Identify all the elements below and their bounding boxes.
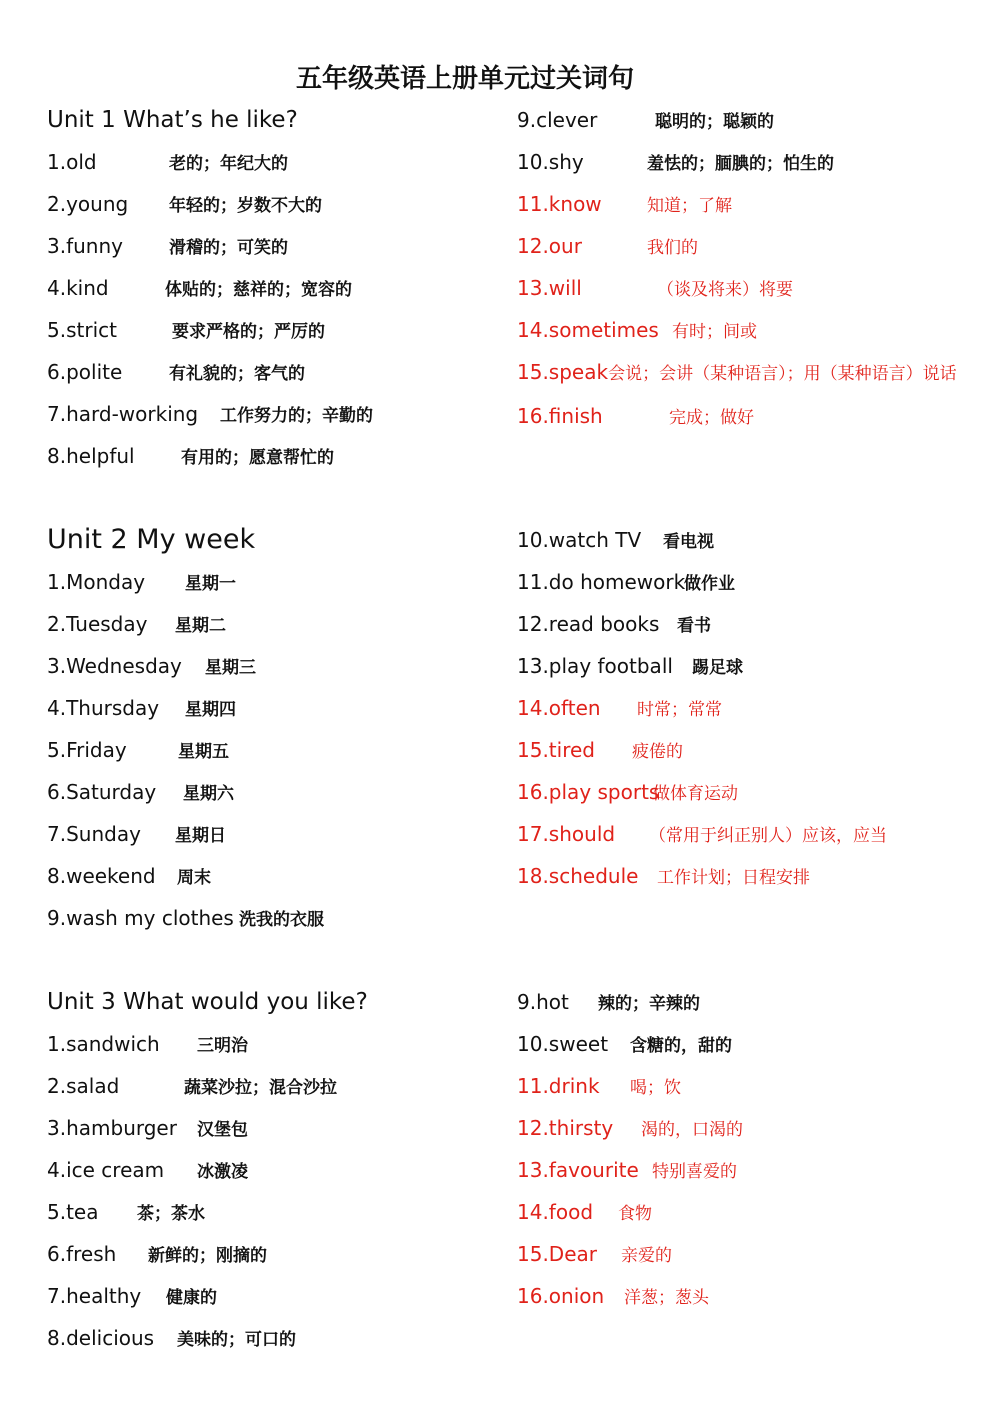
vocab-word: 13.will — [517, 276, 582, 300]
vocab-item — [517, 771, 977, 813]
vocab-meaning: 星期日 — [175, 826, 226, 846]
vocab-item — [47, 1317, 492, 1359]
vocab-word: 6.Saturday — [47, 780, 157, 804]
vocab-word: 8.helpful — [47, 444, 135, 468]
vocab-word: 10.shy — [517, 150, 584, 174]
vocab-meaning: 完成；做好 — [669, 408, 754, 428]
vocab-item — [517, 267, 977, 309]
vocab-meaning: 茶；茶水 — [137, 1204, 205, 1224]
vocab-word: 11.do homework — [517, 570, 686, 594]
vocab-word: 7.Sunday — [47, 822, 141, 846]
vocab-item — [47, 267, 492, 309]
vocab-word: 15.speak — [517, 360, 609, 384]
vocab-word: 16.onion — [517, 1284, 605, 1308]
vocab-item — [517, 981, 977, 1023]
vocab-item — [517, 395, 977, 437]
vocab-item — [517, 687, 977, 729]
vocab-word: 18.schedule — [517, 864, 639, 888]
vocab-item — [517, 561, 977, 603]
vocab-meaning: 我们的 — [647, 238, 698, 258]
vocab-word: 11.drink — [517, 1074, 600, 1098]
vocab-word: 14.food — [517, 1200, 594, 1224]
unit-1-title: Unit 1 What’s he like? — [47, 107, 298, 133]
vocab-item — [47, 1191, 492, 1233]
unit-3-left-column — [47, 981, 492, 1359]
vocab-word: 12.thirsty — [517, 1116, 614, 1140]
vocab-item — [517, 225, 977, 267]
unit-1-right-column — [517, 99, 977, 437]
vocab-item — [517, 183, 977, 225]
vocab-word: 13.favourite — [517, 1158, 639, 1182]
vocab-meaning: 星期一 — [185, 574, 236, 594]
vocab-word: 16.play sports — [517, 780, 660, 804]
vocab-item — [517, 1023, 977, 1065]
vocab-word: 2.young — [47, 192, 129, 216]
vocab-meaning: 年轻的；岁数不大的 — [169, 196, 322, 216]
vocab-word: 4.kind — [47, 276, 109, 300]
vocab-meaning: 滑稽的；可笑的 — [169, 238, 288, 258]
vocab-meaning: 要求严格的；严厉的 — [172, 322, 325, 342]
vocab-word: 6.fresh — [47, 1242, 117, 1266]
vocab-meaning: 汉堡包 — [197, 1120, 248, 1140]
vocab-word: 12.read books — [517, 612, 660, 636]
vocab-meaning: 有礼貌的；客气的 — [169, 364, 305, 384]
vocab-meaning: 辣的；辛辣的 — [598, 994, 700, 1014]
vocab-word: 10.sweet — [517, 1032, 609, 1056]
vocab-meaning: 工作计划；日程安排 — [657, 868, 810, 888]
vocab-word: 1.sandwich — [47, 1032, 160, 1056]
vocab-word: 12.our — [517, 234, 582, 258]
vocab-meaning: 看电视 — [663, 532, 714, 552]
vocab-word: 9.hot — [517, 990, 569, 1014]
vocab-word: 5.tea — [47, 1200, 99, 1224]
vocab-meaning: 亲爱的 — [621, 1246, 672, 1266]
vocab-meaning: 新鲜的；刚摘的 — [148, 1246, 267, 1266]
vocab-item — [517, 1191, 977, 1233]
vocab-item — [517, 1149, 977, 1191]
vocab-word: 4.ice cream — [47, 1158, 165, 1182]
vocab-meaning: 冰激凌 — [197, 1162, 248, 1182]
vocab-item — [47, 729, 492, 771]
vocab-meaning: 知道；了解 — [647, 196, 732, 216]
vocab-word: 9.clever — [517, 108, 598, 132]
unit-3-title: Unit 3 What would you like? — [47, 989, 368, 1015]
vocab-meaning: 洗我的衣服 — [239, 910, 324, 930]
vocab-item — [47, 351, 492, 393]
vocab-word: 15.tired — [517, 738, 595, 762]
vocab-item — [47, 1275, 492, 1317]
vocab-item — [47, 1233, 492, 1275]
vocab-meaning: 星期五 — [178, 742, 229, 762]
vocab-word: 7.healthy — [47, 1284, 142, 1308]
vocab-item — [47, 1065, 492, 1107]
vocab-word: 13.play football — [517, 654, 673, 678]
vocab-meaning: 聪明的；聪颖的 — [655, 112, 774, 132]
page-title: 五年级英语上册单元过关词句 — [295, 64, 634, 94]
vocab-word: 14.often — [517, 696, 601, 720]
vocab-meaning: 时常；常常 — [637, 700, 722, 720]
vocab-word: 1.Monday — [47, 570, 146, 594]
vocab-item — [47, 309, 492, 351]
vocab-item — [47, 1023, 492, 1065]
vocab-meaning: 美味的；可口的 — [177, 1330, 296, 1350]
vocab-item — [47, 771, 492, 813]
vocab-item — [517, 1233, 977, 1275]
vocab-meaning: 含糖的，甜的 — [630, 1036, 732, 1056]
vocab-item — [47, 141, 492, 183]
vocab-meaning: 看书 — [677, 616, 711, 636]
vocab-word: 5.Friday — [47, 738, 127, 762]
vocab-word: 11.know — [517, 192, 602, 216]
vocab-meaning: （常用于纠正别人）应该，应当 — [649, 826, 887, 846]
vocab-word: 6.polite — [47, 360, 123, 384]
vocab-meaning: 老的；年纪大的 — [169, 154, 288, 174]
vocab-word: 7.hard-working — [47, 402, 199, 426]
vocab-meaning: 星期三 — [205, 658, 256, 678]
vocab-word: 17.should — [517, 822, 616, 846]
vocab-item — [47, 225, 492, 267]
vocab-meaning: 会说；会讲（某种语言）；用（某种语言）说话 — [608, 364, 957, 384]
vocab-item — [47, 1149, 492, 1191]
unit-2-left-column — [47, 519, 492, 939]
vocab-meaning: 三明治 — [197, 1036, 248, 1056]
vocab-word: 5.strict — [47, 318, 117, 342]
vocab-item — [47, 561, 492, 603]
vocab-item — [47, 183, 492, 225]
vocab-item — [517, 141, 977, 183]
vocab-meaning: 健康的 — [166, 1288, 217, 1308]
vocab-item — [517, 351, 977, 395]
vocab-word: 15.Dear — [517, 1242, 597, 1266]
vocab-meaning: 渴的，口渴的 — [641, 1120, 743, 1140]
unit-2-right-column — [517, 519, 977, 897]
vocab-meaning: 踢足球 — [692, 658, 743, 678]
vocab-meaning: 洋葱；葱头 — [624, 1288, 709, 1308]
vocab-item — [517, 1065, 977, 1107]
vocab-meaning: 做作业 — [684, 574, 735, 594]
vocab-meaning: 工作努力的；辛勤的 — [220, 406, 373, 426]
vocab-item — [47, 855, 492, 897]
vocab-word: 3.Wednesday — [47, 654, 182, 678]
vocab-word: 2.Tuesday — [47, 612, 148, 636]
vocab-item — [517, 1275, 977, 1317]
vocab-meaning: 羞怯的；腼腆的；怕生的 — [647, 154, 834, 174]
vocab-word: 3.hamburger — [47, 1116, 177, 1140]
vocab-meaning: 蔬菜沙拉；混合沙拉 — [184, 1078, 337, 1098]
vocab-meaning: 有用的；愿意帮忙的 — [181, 448, 334, 468]
vocab-word: 1.old — [47, 150, 97, 174]
vocab-meaning: 星期四 — [185, 700, 236, 720]
unit-3-right-column — [517, 981, 977, 1317]
vocab-item — [517, 813, 977, 855]
vocab-word: 8.weekend — [47, 864, 156, 888]
vocab-meaning: 星期六 — [183, 784, 234, 804]
vocab-word: 2.salad — [47, 1074, 120, 1098]
vocab-item — [517, 1107, 977, 1149]
vocab-item — [47, 687, 492, 729]
vocab-word: 14.sometimes — [517, 318, 659, 342]
vocab-item — [47, 393, 492, 435]
vocab-meaning: 做体育运动 — [653, 784, 738, 804]
vocab-word: 3.funny — [47, 234, 123, 258]
vocab-word: 10.watch TV — [517, 528, 642, 552]
vocab-item — [517, 519, 977, 561]
vocab-item — [47, 435, 492, 477]
vocab-meaning: 疲倦的 — [632, 742, 683, 762]
vocab-meaning: 周末 — [177, 868, 211, 888]
vocab-word: 16.finish — [517, 404, 603, 428]
unit-1-left-column — [47, 99, 492, 477]
vocab-meaning: 星期二 — [175, 616, 226, 636]
vocab-meaning: 喝；饮 — [630, 1078, 681, 1098]
vocab-item — [517, 645, 977, 687]
vocab-item — [517, 603, 977, 645]
vocab-word: 8.delicious — [47, 1326, 155, 1350]
vocab-meaning: （谈及将来）将要 — [657, 280, 793, 300]
vocab-item — [517, 855, 977, 897]
unit-2-title: Unit 2 My week — [47, 524, 256, 555]
vocab-item — [47, 1107, 492, 1149]
vocab-item — [47, 645, 492, 687]
vocab-item — [47, 897, 492, 939]
vocab-item — [47, 603, 492, 645]
vocab-meaning: 有时；间或 — [672, 322, 757, 342]
vocab-meaning: 食物 — [618, 1204, 652, 1224]
vocab-meaning: 特别喜爱的 — [652, 1162, 737, 1182]
vocab-item — [517, 99, 977, 141]
vocab-item — [517, 309, 977, 351]
vocab-item — [47, 813, 492, 855]
vocab-meaning: 体贴的；慈祥的；宽容的 — [165, 280, 352, 300]
vocab-word: 4.Thursday — [47, 696, 160, 720]
vocab-item — [517, 729, 977, 771]
vocab-word: 9.wash my clothes — [47, 906, 234, 930]
